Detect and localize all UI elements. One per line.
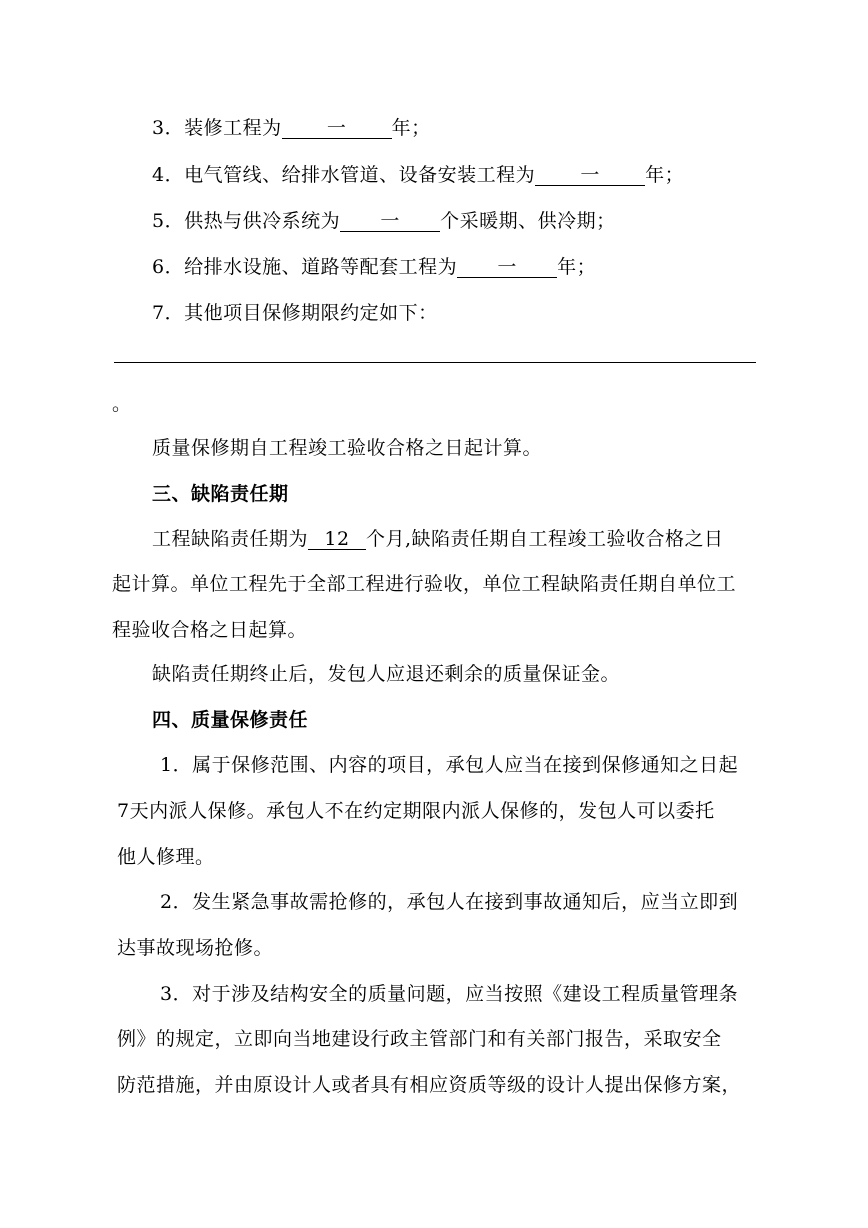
clause-6 (152, 255, 596, 279)
defect-period-line-3 (112, 618, 307, 642)
clause-6-blank: 一 (457, 257, 557, 278)
clause-4 (152, 163, 684, 187)
clause-3-unit: 年； (391, 117, 431, 139)
clause-5 (152, 209, 616, 233)
clause-3-label: 3．装修工程为 (152, 117, 282, 139)
item-1-text-2: 7天内派人保修。承包人不在约定期限内派人保修的，发包人可以委托 (117, 800, 715, 822)
item-2-text-1: 2．发生紧急事故需抢修的，承包人在接到事故通知后，应当立即到 (160, 891, 739, 913)
period-start-text: 质量保修期自工程竣工验收合格之日起计算。 (152, 437, 543, 459)
item-3-line-3 (117, 1073, 741, 1097)
clause-5-blank: 一 (340, 211, 440, 232)
defect-period-end-note (152, 662, 620, 686)
clause-5-unit: 个采暖期、供冷期； (440, 210, 616, 232)
clause-4-unit: 年； (645, 164, 685, 186)
clause-7-text: 7．其他项目保修期限约定如下： (152, 302, 438, 324)
item-1-text-1: 1．属于保修范围、内容的项目，承包人应当在接到保修通知之日起 (160, 754, 739, 776)
item-1-text-3: 他人修理。 (117, 846, 215, 868)
item-3-text-2: 例》的规定，立即向当地建设行政主管部门和有关部门报告，采取安全 (117, 1028, 722, 1050)
section-3-heading (152, 482, 289, 506)
clause-3-blank: 一 (282, 118, 392, 139)
item-3-text-3: 防范措施，并由原设计人或者具有相应资质等级的设计人提出保修方案， (117, 1074, 742, 1096)
section-4-heading (152, 708, 308, 732)
defect-period-pre: 工程缺陷责任期为 (152, 528, 309, 550)
deposit-refund-text: 缺陷责任期终止后，发包人应退还剩余的质量保证金。 (152, 663, 621, 685)
defect-period-line-2 (112, 572, 736, 596)
item-2-line-1 (160, 890, 738, 914)
section-3-title: 三、缺陷责任期 (152, 483, 289, 505)
defect-period-line-1 (152, 527, 724, 551)
clause-6-label: 6．给排水设施、道路等配套工程为 (152, 256, 458, 278)
defect-period-text-3: 程验收合格之日起算。 (112, 619, 308, 641)
item-2-text-2: 达事故现场抢修。 (117, 937, 274, 959)
item-1-line-2 (117, 799, 715, 823)
item-3-line-2 (117, 1027, 722, 1051)
item-1-line-3 (117, 845, 215, 869)
defect-period-months: 12 (308, 529, 366, 550)
item-1-line-1 (160, 753, 738, 777)
clause-4-blank: 一 (535, 165, 645, 186)
item-3-line-1 (160, 982, 738, 1006)
clause-5-label: 5．供热与供冷系统为 (152, 210, 341, 232)
clause-4-label: 4．电气管线、给排水管道、设备安装工程为 (152, 164, 536, 186)
clause-3 (152, 116, 431, 140)
defect-period-text-2: 起计算。单位工程先于全部工程进行验收，单位工程缺陷责任期自单位工 (112, 573, 737, 595)
item-3-text-1: 3．对于涉及结构安全的质量问题，应当按照《建设工程质量管理条 (160, 983, 739, 1005)
period-mark: 。 (112, 393, 132, 415)
period-start-note (152, 436, 542, 460)
defect-period-post: 个月,缺陷责任期自工程竣工验收合格之日 (366, 528, 724, 550)
other-items-fill-line (114, 362, 756, 363)
section-4-title: 四、质量保修责任 (152, 709, 309, 731)
clause-7 (152, 301, 438, 325)
clause-6-unit: 年； (557, 256, 597, 278)
item-2-line-2 (117, 936, 273, 960)
other-items-end-mark (112, 392, 132, 416)
